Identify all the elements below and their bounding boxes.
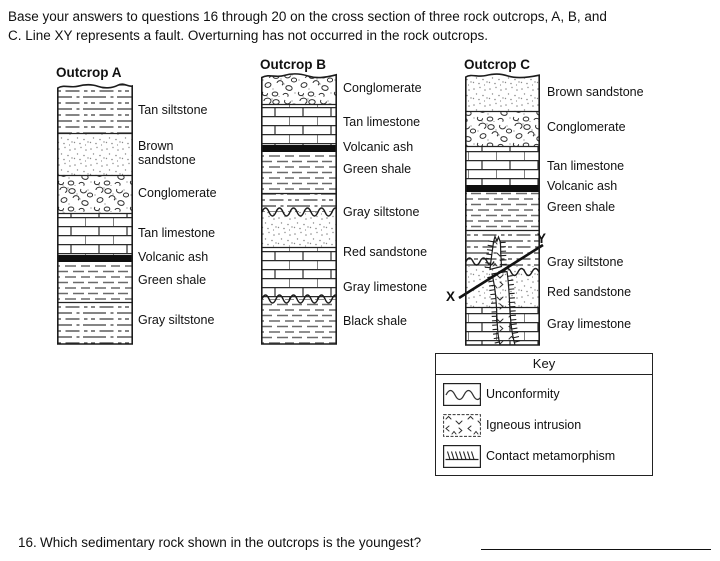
question-number: 16. bbox=[18, 535, 37, 550]
c-volcanic-ash-layer bbox=[465, 185, 540, 192]
b-gray-siltstone-layer bbox=[261, 193, 337, 212]
a-green-shale-layer bbox=[57, 262, 133, 302]
c-tan-limestone-layer bbox=[465, 146, 540, 185]
outcrop-c-title: Outcrop C bbox=[464, 57, 530, 72]
outcrop-a-title: Outcrop A bbox=[56, 65, 122, 80]
instructions-line2: C. Line XY represents a fault. Overturning has not occurred in the rock outcrops. bbox=[8, 28, 489, 43]
layer-label: Volcanic ash bbox=[343, 140, 414, 154]
b-green-shale-layer bbox=[261, 152, 337, 193]
layer-label: Tan siltstone bbox=[138, 103, 208, 117]
key-item-label: Unconformity bbox=[486, 387, 560, 401]
b-gray-limestone-layer bbox=[261, 247, 337, 299]
c-conglomerate-layer bbox=[465, 111, 540, 146]
layer-label: Green shale bbox=[138, 273, 207, 287]
answer-blank bbox=[481, 533, 711, 550]
map-key bbox=[435, 353, 653, 476]
layer-label: Conglomerate bbox=[547, 120, 626, 134]
instructions-text bbox=[8, 7, 607, 45]
layer-label: Gray siltstone bbox=[343, 205, 420, 219]
layer-label: Brown sandstone bbox=[138, 139, 196, 167]
b-red-sandstone-layer bbox=[261, 212, 337, 247]
layer-label: Conglomerate bbox=[138, 186, 217, 200]
layer-label: Red sandstone bbox=[547, 285, 632, 299]
layer-label: Volcanic ash bbox=[547, 179, 618, 193]
key-item-label: Contact metamorphism bbox=[486, 449, 616, 463]
fault-x-label: X bbox=[446, 289, 456, 304]
key-title: Key bbox=[436, 354, 652, 375]
outcrop-c-column bbox=[440, 70, 560, 351]
layer-label: Green shale bbox=[343, 162, 412, 176]
layer-label: Red sandstone bbox=[343, 245, 428, 259]
layer-label: Tan limestone bbox=[547, 159, 625, 173]
layer-label: Volcanic ash bbox=[138, 250, 209, 264]
contact-metamorphism-swatch bbox=[443, 445, 481, 468]
c-green-shale-layer bbox=[465, 192, 540, 230]
question-text: Which sedimentary rock shown in the outcrops is the youngest? bbox=[40, 535, 422, 550]
layer-label: Conglomerate bbox=[343, 81, 422, 95]
layer-label: Tan limestone bbox=[343, 115, 421, 129]
a-gray-siltstone-layer bbox=[57, 302, 133, 344]
layer-label: Gray siltstone bbox=[547, 255, 624, 269]
a-tan-limestone-layer bbox=[57, 213, 133, 255]
layer-label: Green shale bbox=[547, 200, 616, 214]
layer-label: Brown sandstone bbox=[547, 85, 644, 99]
layer-label: Gray limestone bbox=[343, 280, 428, 294]
c-gray-siltstone-layer bbox=[465, 230, 540, 266]
igneous-intrusion-swatch bbox=[443, 414, 481, 437]
layer-label: Black shale bbox=[343, 314, 407, 328]
a-brown-sandstone-layer bbox=[57, 133, 133, 175]
outcrop-b-column bbox=[261, 71, 337, 346]
outcrop-a-column bbox=[57, 82, 133, 345]
fault-y-label: Y bbox=[537, 231, 547, 246]
a-volcanic-ash-layer bbox=[57, 255, 133, 262]
layer-label: Gray limestone bbox=[547, 317, 632, 331]
key-item-label: Igneous intrusion bbox=[486, 418, 582, 432]
b-volcanic-ash-layer bbox=[261, 145, 337, 152]
a-tan-siltstone-layer bbox=[57, 82, 133, 133]
b-tan-limestone-layer bbox=[261, 104, 337, 145]
layer-label: Tan limestone bbox=[138, 226, 216, 240]
instructions-line1: Base your answers to questions 16 through 20 on the cross section of three rock outcrops, A, B, and bbox=[8, 9, 607, 24]
layer-label: Gray siltstone bbox=[138, 313, 215, 327]
b-black-shale-layer bbox=[261, 299, 337, 344]
a-conglomerate-layer bbox=[57, 175, 133, 213]
outcrop-b-title: Outcrop B bbox=[260, 57, 326, 72]
unconformity-swatch bbox=[443, 383, 481, 406]
